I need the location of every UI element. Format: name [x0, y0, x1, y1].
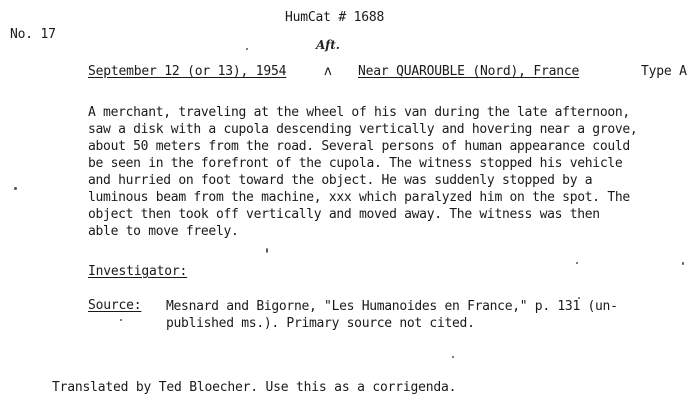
- narrative-line: able to move freely.: [88, 224, 239, 239]
- case-type: Type A: [641, 64, 687, 79]
- narrative-line: A merchant, traveling at the wheel of his van during the late afternoon,: [88, 105, 630, 120]
- scan-speck: [682, 262, 684, 265]
- insertion-caret: ʌ: [324, 64, 332, 79]
- case-narrative: [88, 104, 688, 240]
- narrative-line: and hurried on foot toward the object. He was suddenly stopped by a: [88, 173, 593, 188]
- handwritten-insertion: Aft.: [316, 38, 340, 52]
- case-date: September 12 (or 13), 1954: [88, 64, 287, 79]
- source-line: published ms.). Primary source not cited.: [166, 316, 475, 331]
- source-label: Source:: [88, 298, 142, 313]
- narrative-line: object then took off vertically and moved away. The witness was then: [88, 207, 600, 222]
- scan-speck: [246, 48, 248, 50]
- narrative-line: about 50 meters from the road. Several persons of human appearance could: [88, 139, 630, 154]
- narrative-line: luminous beam from the machine, xxx which paralyzed him on the spot. The: [88, 190, 630, 205]
- scan-speck: [14, 187, 17, 190]
- case-location: Near QUAROUBLE (Nord), France: [358, 64, 580, 79]
- investigator-label: Investigator:: [88, 264, 188, 279]
- narrative-line: saw a disk with a cupola descending vertically and hovering near a grove,: [88, 122, 638, 137]
- scan-speck: [452, 356, 454, 358]
- source-text: [166, 298, 618, 332]
- scan-speck: [266, 248, 268, 253]
- catalog-number: HumCat # 1688: [285, 10, 385, 25]
- scan-speck: [576, 262, 578, 264]
- document-number: No. 17: [10, 27, 56, 42]
- translator-credit: Translated by Ted Bloecher. Use this as a corrigenda.: [52, 380, 457, 395]
- scan-speck: [578, 297, 580, 299]
- scan-speck: [120, 319, 122, 321]
- narrative-line: be seen in the forefront of the cupola. The witness stopped his vehicle: [88, 156, 623, 171]
- source-line: Mesnard and Bigorne, "Les Humanoides en France," p. 131 (un-: [166, 299, 618, 314]
